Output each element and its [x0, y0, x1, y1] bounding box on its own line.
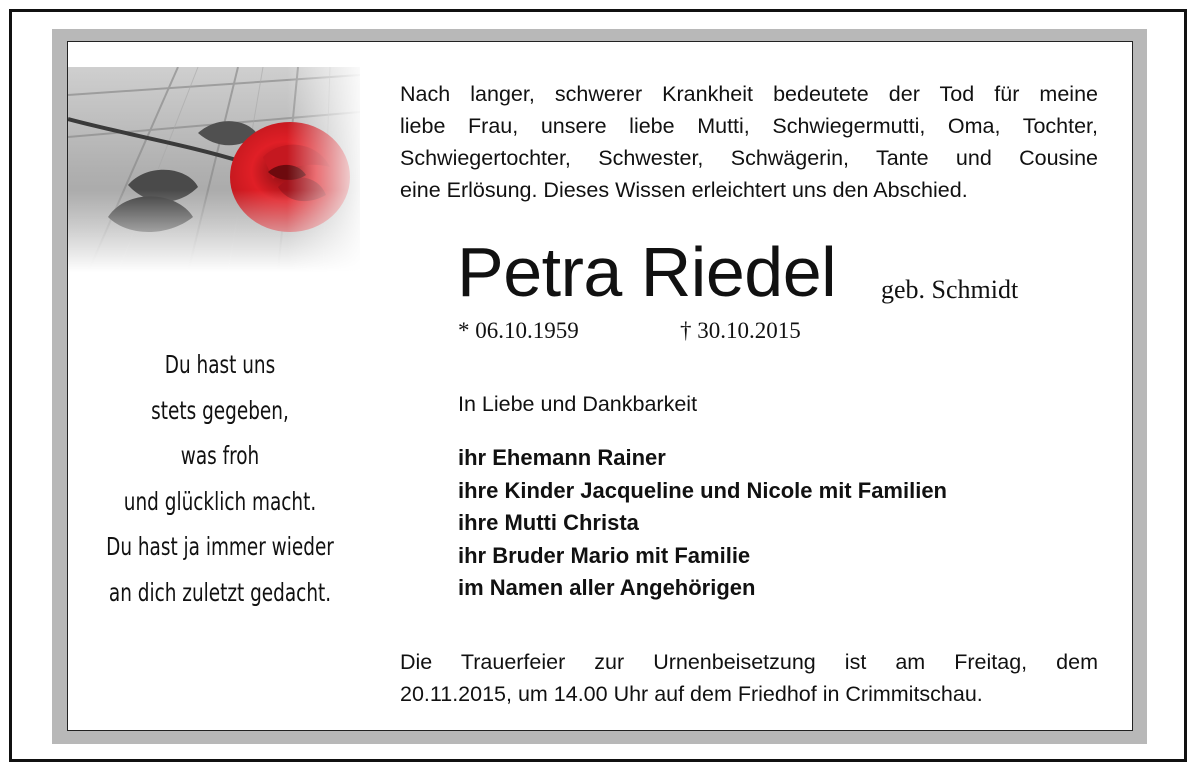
poem-line: was froh — [180, 441, 260, 470]
maiden-name: geb. Schmidt — [881, 275, 1019, 304]
poem-line: und glücklich macht. — [123, 486, 317, 516]
poem-line: Du hast uns — [164, 350, 276, 379]
mourner-item: ihre Mutti Christa — [458, 510, 639, 535]
funeral-line: 20.11.2015, um 14.00 Uhr auf dem Friedhof in Crimmitschau. — [400, 682, 983, 706]
poem-line: an dich zuletzt gedacht. — [108, 577, 332, 607]
deceased-name: Petra Riedel — [457, 233, 837, 311]
funeral-info — [400, 646, 1098, 710]
poem-line: Du hast ja immer wieder — [106, 532, 334, 561]
mourner-item: im Namen aller Angehörigen — [458, 575, 756, 600]
mourner-item: ihr Bruder Mario mit Familie — [458, 542, 751, 568]
poem-line: stets gegeben, — [151, 395, 289, 425]
poem — [70, 342, 370, 615]
mourner-item: ihre Kinder Jacqueline und Nicole mit Familien — [458, 477, 947, 503]
intro-line: Schwiegertochter, Schwester, Schwägerin, Tante und Cousine — [400, 146, 1098, 170]
rose-icon — [68, 67, 360, 272]
intro-line: Nach langer, schwerer Krankheit bedeutete der Tod für meine — [400, 82, 1098, 106]
birth-date: * 06.10.1959 — [458, 318, 579, 343]
intro-line: eine Erlösung. Dieses Wissen erleichtert uns den Abschied. — [400, 178, 968, 202]
funeral-line: Die Trauerfeier zur Urnenbeisetzung ist am Freitag, dem — [400, 650, 1098, 674]
rose-image — [68, 67, 360, 272]
death-date: † 30.10.2015 — [680, 318, 801, 343]
thanks-line: In Liebe und Dankbarkeit — [458, 392, 698, 416]
mourners-list — [458, 442, 947, 605]
intro-line: liebe Frau, unsere liebe Mutti, Schwiegermutti, Oma, Tochter, — [400, 114, 1098, 138]
intro-text — [400, 78, 1098, 206]
mourner-item: ihr Ehemann Rainer — [458, 445, 666, 470]
